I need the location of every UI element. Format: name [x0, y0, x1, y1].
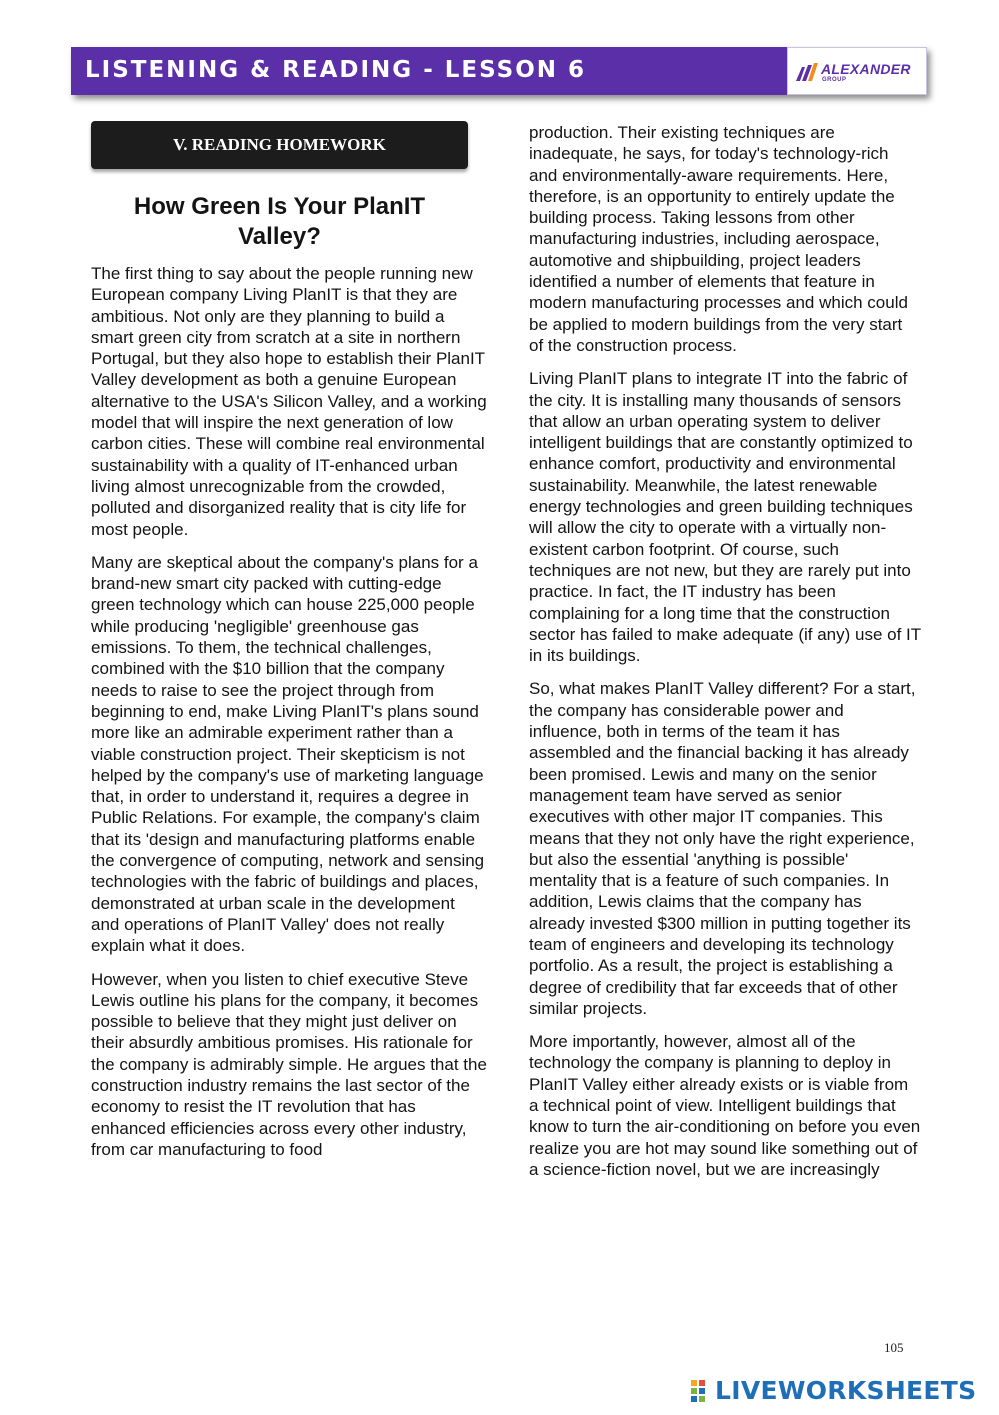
- lesson-header-bar: [71, 47, 927, 95]
- lesson-title: LISTENING & READING - LESSON 6: [85, 57, 587, 83]
- liveworksheets-logo[interactable]: [691, 1378, 991, 1406]
- paragraph: The first thing to say about the people running new European company Living PlanIT is that they are ambitious. Not only are they planning to build a smart green city from scratch at a site in northern Portugal, but they also hope to establish their PlanIT Valley development as both a genuine European alternative to the USA's Silicon Valley, and a working model that will inspire the next generation of low carbon cities. These will combine real environmental sustainability with a quality of IT-enhanced urban living almost unrecognizable from the crowded, polluted and disorganized reality that is city life for most people.: [91, 264, 487, 539]
- logo-name: ALEXANDER: [821, 61, 911, 77]
- liveworksheets-brand: LIVEWORKSHEETS: [715, 1376, 977, 1405]
- paragraph: So, what makes PlanIT Valley different? For a start, the company has considerable power and influence, both in terms of the team it has assembled and the financial backing it has already been promised. Lewis and many on the senior management team have served as senior executives with other major IT companies. This means that they not only have the right experience, but also the essential 'anything is possible' mentality that is a feature of such companies. In addition, Lewis claims that the company has already invested $300 million in putting together its team of engineers and developing its technology portfolio. As a result, the project is establishing a degree of credibility that far exceeds that of other similar projects.: [529, 679, 916, 1018]
- paragraph: However, when you listen to chief executive Steve Lewis outline his plans for the company, it becomes possible to believe that they might just deliver on their absurdly ambitious promises. His rationale for the company is admirably simple. He argues that the construction industry remains the last sector of the economy to resist the IT revolution that has enhanced efficiencies across every other industry, from car manufacturing to food: [91, 969, 487, 1159]
- page-number: 105: [884, 1340, 904, 1355]
- article-right-column: [529, 122, 921, 1192]
- alexander-group-logo: [787, 47, 927, 95]
- paragraph: production. Their existing techniques are inadequate, he says, for today's technology-rich and environmentally-aware requirements. Here, therefore, is an opportunity to entirely update the building process. Taking lessons from other manufacturing industries, including aerospace, automotive and shipbuilding, project leaders identified a number of elements that feature in modern manufacturing processes and which could be applied to modern buildings from the very start of the construction process.: [529, 123, 908, 355]
- liveworksheets-icon: [691, 1380, 713, 1402]
- article-title: How Green Is Your PlanIT Valley?: [133, 193, 426, 250]
- alexander-logo-icon: [796, 63, 818, 81]
- paragraph: More importantly, however, almost all of the technology the company is planning to deploy in PlanIT Valley either already exists or is viable from a technical point of view. Intelligent buildings that know to turn the air-conditioning on before you even realize you are hot may sound like something out of a science-fiction novel, but we are increasingly: [529, 1032, 921, 1179]
- logo-subtitle: GROUP: [822, 77, 847, 83]
- section-heading: V. READING HOMEWORK: [91, 121, 468, 169]
- paragraph: Living PlanIT plans to integrate IT into the fabric of the city. It is installing many thousands of sensors that allow an urban operating system to deliver intelligent buildings that are constantly optimized to enhance comfort, productivity and environmental sustainability. Meanwhile, the latest renewable energy technologies and green building techniques will allow the city to operate with a virtually non-existent carbon footprint. Of course, such techniques are not new, but they are rarely put into practice. In fact, the IT industry has been complaining for a long time that the construction sector has failed to make adequate (if any) use of IT in its buildings.: [529, 369, 921, 666]
- paragraph: Many are skeptical about the company's plans for a brand-new smart city packed with cutting-edge green technology which can house 225,000 people while producing 'negligible' greenhouse gas emissions. To them, the technical challenges, combined with the $10 billion that the company needs to raise to see the project through from beginning to end, make Living PlanIT's plans sound more like an admirable experiment rather than a viable construction project. Their skepticism is not helped by the company's use of marketing language that, in order to understand it, requires a degree in Public Relations. For example, the company's claim that its 'design and manufacturing platforms enable the convergence of computing, network and sensing technologies with the fabric of buildings and places, demonstrated at urban scale in the development and operations of PlanIT Valley' does not really explain what it does.: [91, 552, 485, 956]
- article-left-column: [91, 263, 487, 1172]
